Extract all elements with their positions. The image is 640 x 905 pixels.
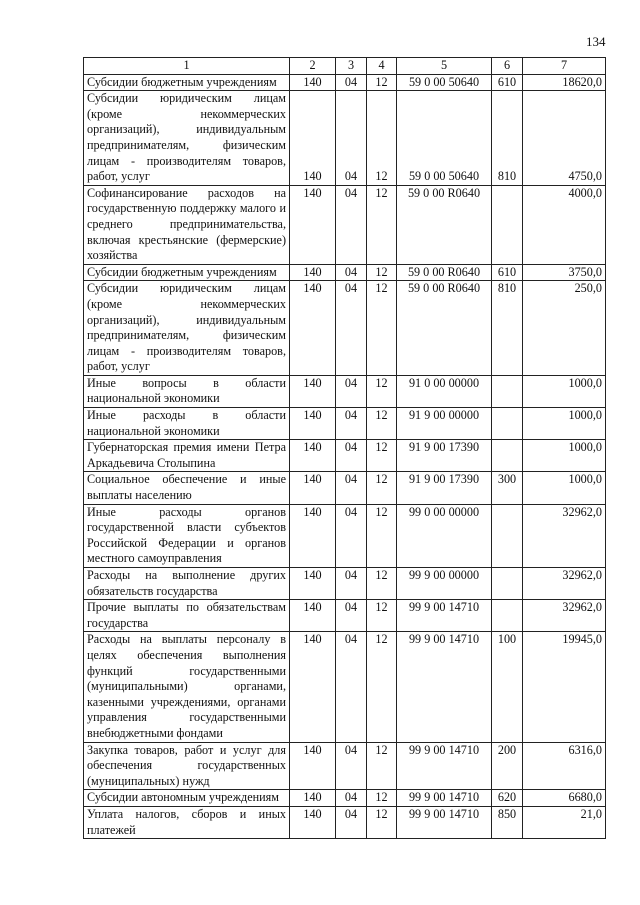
subsection-cell: 12	[367, 74, 397, 91]
subsection-cell: 12	[367, 790, 397, 807]
subsection-cell: 12	[367, 742, 397, 790]
target-article-cell: 59 0 00 50640	[397, 91, 492, 186]
section-cell: 04	[336, 185, 367, 264]
amount-cell: 1000,0	[523, 440, 606, 472]
target-article-cell: 99 9 00 14710	[397, 742, 492, 790]
item-name-cell: Иные расходы в области национальной экономики	[84, 408, 290, 440]
table-row	[84, 375, 606, 407]
item-name-cell: Расходы на выплаты персоналу в целях обеспечения выполнения функций государственными (муниципальными) органами, казенными учреждениями, органами управления государственными внебюджетными фондами	[84, 632, 290, 742]
target-article-cell: 91 0 00 00000	[397, 375, 492, 407]
subsection-cell: 12	[367, 281, 397, 376]
subsection-cell: 12	[367, 600, 397, 632]
expense-type-cell	[492, 600, 523, 632]
amount-cell: 4000,0	[523, 185, 606, 264]
subsection-cell: 12	[367, 440, 397, 472]
target-article-cell: 99 9 00 14710	[397, 600, 492, 632]
code-cell: 140	[290, 742, 336, 790]
code-cell: 140	[290, 74, 336, 91]
section-cell: 04	[336, 375, 367, 407]
header-row	[84, 58, 606, 75]
amount-cell: 250,0	[523, 281, 606, 376]
code-cell: 140	[290, 264, 336, 281]
target-article-cell: 99 9 00 00000	[397, 568, 492, 600]
column-header-5: 5	[397, 58, 492, 75]
expense-type-cell: 300	[492, 472, 523, 504]
section-cell: 04	[336, 568, 367, 600]
item-name-cell: Субсидии автономным учреждениям	[84, 790, 290, 807]
amount-cell: 6316,0	[523, 742, 606, 790]
section-cell: 04	[336, 742, 367, 790]
table-row	[84, 504, 606, 567]
column-header-1: 1	[84, 58, 290, 75]
table-row	[84, 806, 606, 838]
section-cell: 04	[336, 91, 367, 186]
table-row	[84, 790, 606, 807]
target-article-cell: 59 0 00 50640	[397, 74, 492, 91]
section-cell: 04	[336, 504, 367, 567]
table-row	[84, 600, 606, 632]
amount-cell: 21,0	[523, 806, 606, 838]
page-number: 134	[586, 34, 606, 49]
item-name-cell: Субсидии юридическим лицам (кроме некоммерческих организаций), индивидуальным предпринимателям, физическим лицам - производителям товаров, работ, услуг	[84, 91, 290, 186]
subsection-cell: 12	[367, 504, 397, 567]
table-row	[84, 281, 606, 376]
code-cell: 140	[290, 281, 336, 376]
table-row	[84, 742, 606, 790]
section-cell: 04	[336, 790, 367, 807]
amount-cell: 3750,0	[523, 264, 606, 281]
item-name-cell: Расходы на выполнение других обязательств государства	[84, 568, 290, 600]
expense-type-cell: 810	[492, 91, 523, 186]
subsection-cell: 12	[367, 806, 397, 838]
table-row	[84, 632, 606, 742]
amount-cell: 32962,0	[523, 600, 606, 632]
expense-type-cell	[492, 375, 523, 407]
target-article-cell: 99 9 00 14710	[397, 632, 492, 742]
expense-type-cell	[492, 408, 523, 440]
code-cell: 140	[290, 185, 336, 264]
expense-type-cell: 810	[492, 281, 523, 376]
table-row	[84, 264, 606, 281]
column-header-7: 7	[523, 58, 606, 75]
target-article-cell: 59 0 00 R0640	[397, 281, 492, 376]
expense-type-cell: 620	[492, 790, 523, 807]
code-cell: 140	[290, 472, 336, 504]
section-cell: 04	[336, 74, 367, 91]
expense-type-cell: 610	[492, 264, 523, 281]
amount-cell: 4750,0	[523, 91, 606, 186]
item-name-cell: Закупка товаров, работ и услуг для обеспечения государственных (муниципальных) нужд	[84, 742, 290, 790]
code-cell: 140	[290, 632, 336, 742]
expense-type-cell	[492, 185, 523, 264]
item-name-cell: Софинансирование расходов на государственную поддержку малого и среднего предпринимательства, включая крестьянские (фермерские) хозяйства	[84, 185, 290, 264]
table-row	[84, 472, 606, 504]
subsection-cell: 12	[367, 375, 397, 407]
subsection-cell: 12	[367, 91, 397, 186]
section-cell: 04	[336, 600, 367, 632]
subsection-cell: 12	[367, 472, 397, 504]
column-header-3: 3	[336, 58, 367, 75]
target-article-cell: 91 9 00 17390	[397, 440, 492, 472]
column-header-6: 6	[492, 58, 523, 75]
table-row	[84, 74, 606, 91]
target-article-cell: 59 0 00 R0640	[397, 264, 492, 281]
code-cell: 140	[290, 790, 336, 807]
amount-cell: 19945,0	[523, 632, 606, 742]
item-name-cell: Субсидии бюджетным учреждениям	[84, 264, 290, 281]
target-article-cell: 59 0 00 R0640	[397, 185, 492, 264]
code-cell: 140	[290, 91, 336, 186]
item-name-cell: Иные вопросы в области национальной экономики	[84, 375, 290, 407]
code-cell: 140	[290, 806, 336, 838]
expense-type-cell	[492, 568, 523, 600]
item-name-cell: Субсидии юридическим лицам (кроме некоммерческих организаций), индивидуальным предпринимателям, физическим лицам - производителям товаров, работ, услуг	[84, 281, 290, 376]
budget-table	[83, 57, 606, 839]
subsection-cell: 12	[367, 264, 397, 281]
amount-cell: 32962,0	[523, 504, 606, 567]
code-cell: 140	[290, 568, 336, 600]
code-cell: 140	[290, 375, 336, 407]
code-cell: 140	[290, 600, 336, 632]
expense-type-cell: 200	[492, 742, 523, 790]
table-row	[84, 440, 606, 472]
amount-cell: 32962,0	[523, 568, 606, 600]
expense-type-cell	[492, 440, 523, 472]
item-name-cell: Прочие выплаты по обязательствам государства	[84, 600, 290, 632]
section-cell: 04	[336, 806, 367, 838]
section-cell: 04	[336, 472, 367, 504]
section-cell: 04	[336, 264, 367, 281]
target-article-cell: 99 9 00 14710	[397, 806, 492, 838]
subsection-cell: 12	[367, 568, 397, 600]
table-body	[84, 74, 606, 839]
subsection-cell: 12	[367, 185, 397, 264]
code-cell: 140	[290, 504, 336, 567]
item-name-cell: Социальное обеспечение и иные выплаты населению	[84, 472, 290, 504]
item-name-cell: Уплата налогов, сборов и иных платежей	[84, 806, 290, 838]
target-article-cell: 91 9 00 00000	[397, 408, 492, 440]
expense-type-cell: 850	[492, 806, 523, 838]
section-cell: 04	[336, 632, 367, 742]
table-row	[84, 185, 606, 264]
expense-type-cell: 610	[492, 74, 523, 91]
code-cell: 140	[290, 408, 336, 440]
subsection-cell: 12	[367, 632, 397, 742]
target-article-cell: 99 0 00 00000	[397, 504, 492, 567]
item-name-cell: Губернаторская премия имени Петра Аркадьевича Столыпина	[84, 440, 290, 472]
item-name-cell: Субсидии бюджетным учреждениям	[84, 74, 290, 91]
amount-cell: 1000,0	[523, 472, 606, 504]
table-row	[84, 568, 606, 600]
expense-type-cell	[492, 504, 523, 567]
item-name-cell: Иные расходы органов государственной власти субъектов Российской Федерации и органов местного самоуправления	[84, 504, 290, 567]
target-article-cell: 99 9 00 14710	[397, 790, 492, 807]
section-cell: 04	[336, 408, 367, 440]
table-row	[84, 408, 606, 440]
target-article-cell: 91 9 00 17390	[397, 472, 492, 504]
subsection-cell: 12	[367, 408, 397, 440]
table-row	[84, 91, 606, 186]
section-cell: 04	[336, 440, 367, 472]
column-header-4: 4	[367, 58, 397, 75]
amount-cell: 1000,0	[523, 408, 606, 440]
amount-cell: 18620,0	[523, 74, 606, 91]
code-cell: 140	[290, 440, 336, 472]
column-header-2: 2	[290, 58, 336, 75]
amount-cell: 6680,0	[523, 790, 606, 807]
section-cell: 04	[336, 281, 367, 376]
amount-cell: 1000,0	[523, 375, 606, 407]
expense-type-cell: 100	[492, 632, 523, 742]
